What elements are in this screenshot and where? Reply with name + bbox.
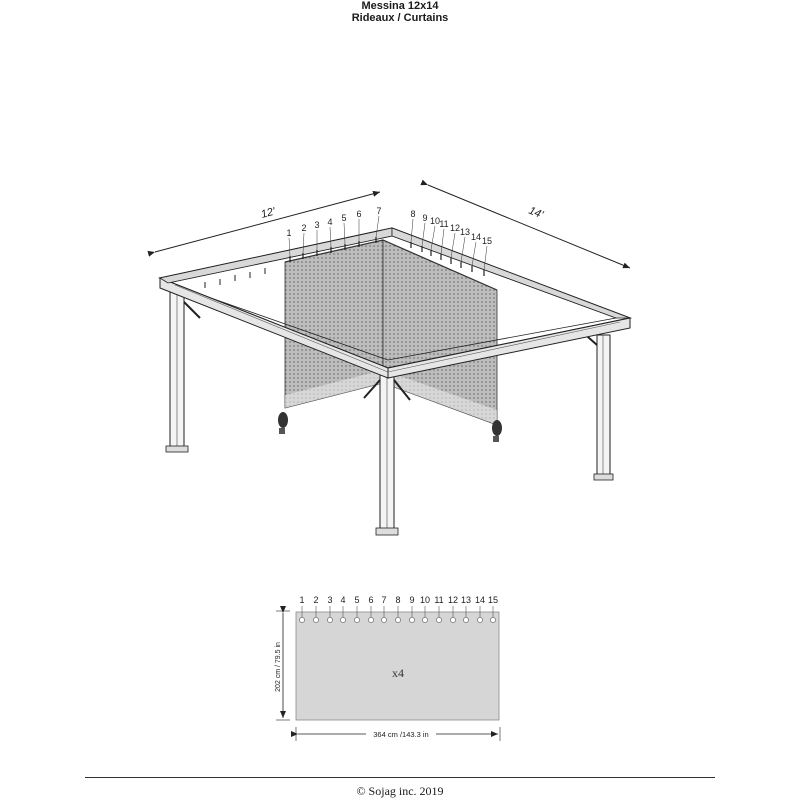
ring-number: 1	[299, 595, 305, 605]
diagram-title: Messina 12x14	[361, 0, 439, 12]
hook-number: 15	[481, 236, 493, 246]
hook-number: 14	[470, 232, 482, 242]
ring-number: 9	[409, 595, 415, 605]
panel-height-label: 202 cm / 79.5 in	[275, 642, 282, 692]
ring-number: 12	[447, 595, 459, 605]
ring-number: 2	[313, 595, 319, 605]
hook-number: 10	[429, 216, 441, 226]
copyright-text: © Sojag inc. 2019	[356, 784, 444, 798]
right-curtain-tie-icon	[492, 420, 502, 442]
left-curtain-tie-icon	[278, 412, 288, 434]
hook-number: 13	[459, 227, 471, 237]
ring-number-labels	[299, 595, 498, 605]
hook-number: 9	[422, 213, 428, 223]
hook-number: 2	[301, 223, 307, 233]
left-curtain-panel	[285, 240, 383, 408]
ring-number: 5	[354, 595, 360, 605]
hook-number: 4	[327, 217, 333, 227]
ring-number: 10	[419, 595, 431, 605]
footer-divider	[85, 777, 715, 778]
hook-number: 12	[449, 223, 461, 233]
ring-number: 3	[327, 595, 333, 605]
ring-number: 7	[381, 595, 387, 605]
width-dimension-label: 12'	[259, 205, 277, 221]
ring-number: 15	[487, 595, 499, 605]
front-post	[364, 372, 410, 535]
diagram-subtitle: Rideaux / Curtains	[351, 12, 449, 24]
hook-number: 8	[410, 209, 416, 219]
panel-width-label: 364 cm /143.3 in	[373, 730, 429, 739]
hook-number: 6	[356, 209, 362, 219]
hook-number: 1	[286, 228, 292, 238]
ring-number: 6	[368, 595, 374, 605]
hook-number-labels	[286, 206, 492, 246]
hook-number: 7	[376, 206, 382, 216]
ring-number: 14	[474, 595, 486, 605]
depth-dimension-label: 14'	[526, 204, 545, 222]
hook-number: 5	[341, 213, 347, 223]
panel-quantity-label: x4	[392, 666, 404, 680]
back-right-post	[594, 335, 613, 480]
ring-number: 4	[340, 595, 346, 605]
ring-number: 8	[395, 595, 401, 605]
back-left-post	[166, 290, 188, 452]
hook-number: 11	[439, 219, 449, 229]
ring-number: 13	[460, 595, 472, 605]
hook-number: 3	[314, 220, 320, 230]
ring-number: 11	[434, 595, 444, 605]
